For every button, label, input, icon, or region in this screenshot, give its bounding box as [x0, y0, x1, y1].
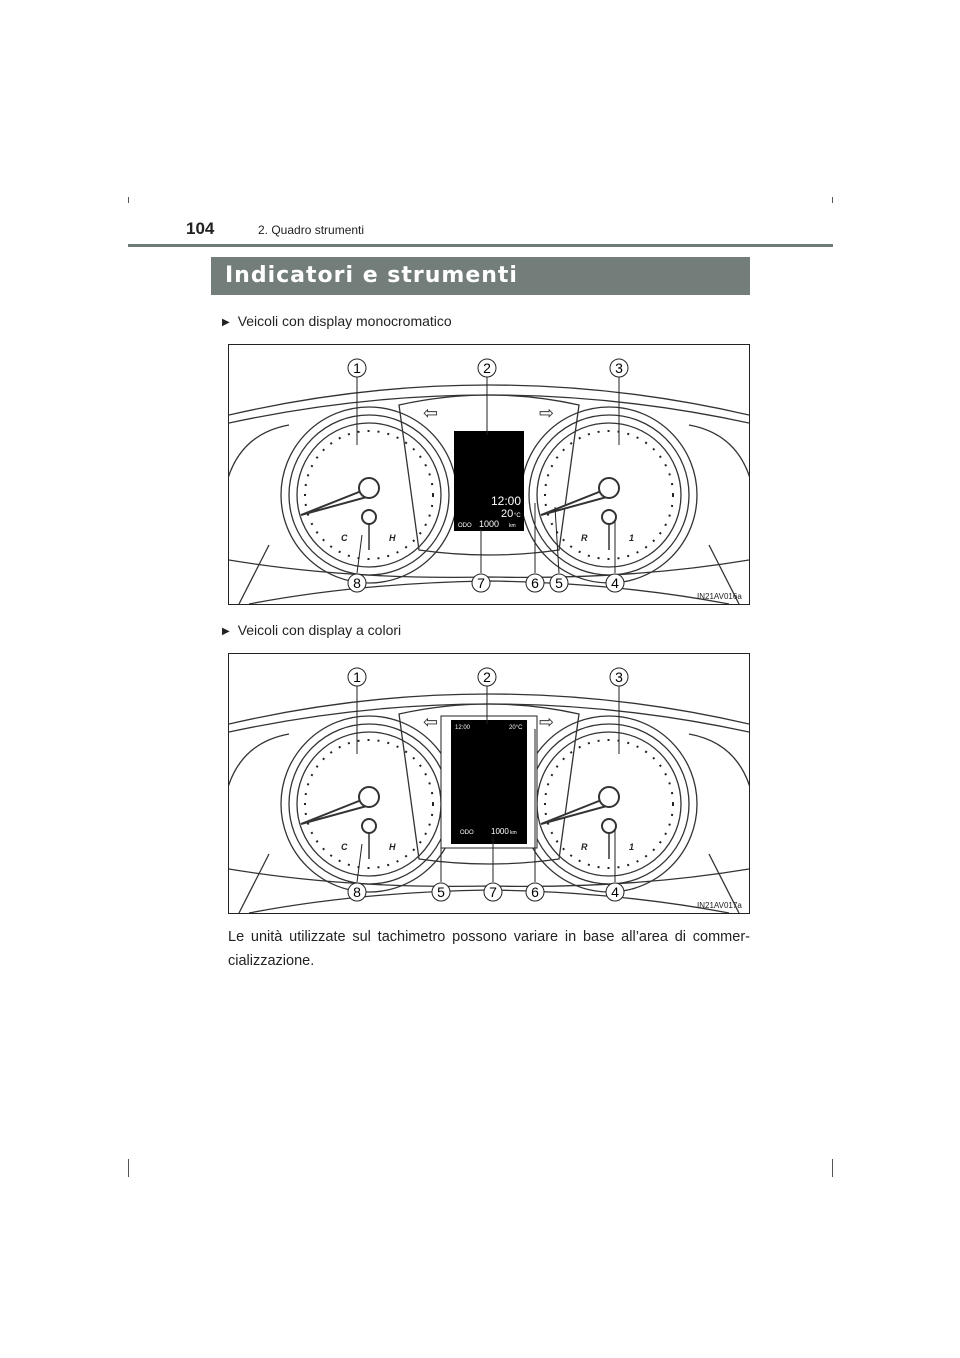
svg-text:6: 6: [531, 575, 539, 591]
callout-3: [610, 668, 628, 686]
svg-text:5: 5: [555, 575, 563, 591]
callout-6: [526, 883, 544, 901]
triangle-bullet-icon: ▶: [222, 317, 230, 328]
svg-text:4: 4: [611, 575, 619, 591]
crop-mark: [128, 1159, 129, 1177]
section-title: Indicatori e strumenti: [211, 257, 750, 295]
svg-text:5: 5: [437, 884, 445, 900]
callout-3: [610, 359, 628, 377]
display-temp: 20: [501, 508, 514, 520]
callout-8: [348, 883, 366, 901]
callout-6: [526, 574, 544, 592]
svg-text:7: 7: [489, 884, 497, 900]
display-odo-label: ODO: [460, 830, 474, 836]
display-temp-unit: °C: [514, 513, 521, 519]
callout-7: [484, 883, 502, 901]
display-temp: 20°C: [509, 725, 523, 731]
display-odo-unit: km: [510, 830, 517, 836]
display-odo-unit: km: [509, 523, 516, 529]
svg-text:8: 8: [353, 884, 361, 900]
display-odo-label: ODO: [458, 523, 472, 529]
figure-code: IN21AV017a: [697, 901, 742, 910]
display-odo-value: 1000: [491, 827, 509, 836]
callout-4: [606, 574, 624, 592]
callout-5: [432, 883, 450, 901]
callout-8: [348, 574, 366, 592]
crop-mark: [832, 197, 833, 203]
display-odo-value: 1000: [479, 519, 500, 529]
svg-text:6: 6: [531, 884, 539, 900]
callout-5: [550, 574, 568, 592]
variant-heading-text: Veicoli con display a colori: [237, 622, 402, 638]
display-time: 12:00: [455, 725, 471, 731]
eco-r-mark: R: [581, 533, 588, 543]
cluster-figure-color: [228, 653, 750, 914]
callout-1: [348, 668, 366, 686]
temp-cold-mark: C: [341, 842, 348, 852]
svg-text:3: 3: [615, 360, 623, 376]
variant-heading-mono: [222, 313, 452, 329]
temp-hot-mark: H: [389, 533, 396, 543]
svg-text:4: 4: [611, 884, 619, 900]
svg-text:2: 2: [483, 360, 491, 376]
svg-text:2: 2: [483, 669, 491, 685]
svg-text:1: 1: [353, 669, 361, 685]
crop-mark: [128, 197, 129, 203]
display-time: 12:00: [491, 494, 522, 508]
variant-heading-text: Veicoli con display monocromatico: [237, 313, 452, 329]
callout-1: [348, 359, 366, 377]
header-rule: [128, 244, 833, 247]
crop-mark: [832, 1159, 833, 1177]
turn-left-icon: ⇦: [423, 403, 439, 424]
section-label: 2. Quadro strumenti: [258, 223, 365, 237]
eco-r-mark: R: [581, 842, 588, 852]
callout-7: [472, 574, 490, 592]
eco-1-mark: 1: [629, 533, 635, 543]
figure-code: IN21AV016a: [697, 592, 742, 601]
cluster-figure-mono: [228, 344, 750, 605]
body-paragraph: Le unità utilizzate sul tachimetro possono variare in base all’area di commer-cializzazione.: [228, 929, 750, 969]
temp-hot-mark: H: [389, 842, 396, 852]
svg-text:1: 1: [353, 360, 361, 376]
svg-text:3: 3: [615, 669, 623, 685]
callout-2: [478, 359, 496, 377]
turn-right-icon: ⇨: [539, 712, 555, 733]
variant-heading-color: [222, 622, 401, 638]
page-number: 104: [186, 219, 215, 238]
color-display: [451, 720, 527, 844]
temp-cold-mark: C: [341, 533, 348, 543]
eco-1-mark: 1: [629, 842, 635, 852]
turn-right-icon: ⇨: [539, 403, 555, 424]
callout-2: [478, 668, 496, 686]
triangle-bullet-icon: ▶: [222, 626, 230, 637]
svg-text:7: 7: [477, 575, 485, 591]
turn-left-icon: ⇦: [423, 712, 439, 733]
callout-4: [606, 883, 624, 901]
svg-text:8: 8: [353, 575, 361, 591]
